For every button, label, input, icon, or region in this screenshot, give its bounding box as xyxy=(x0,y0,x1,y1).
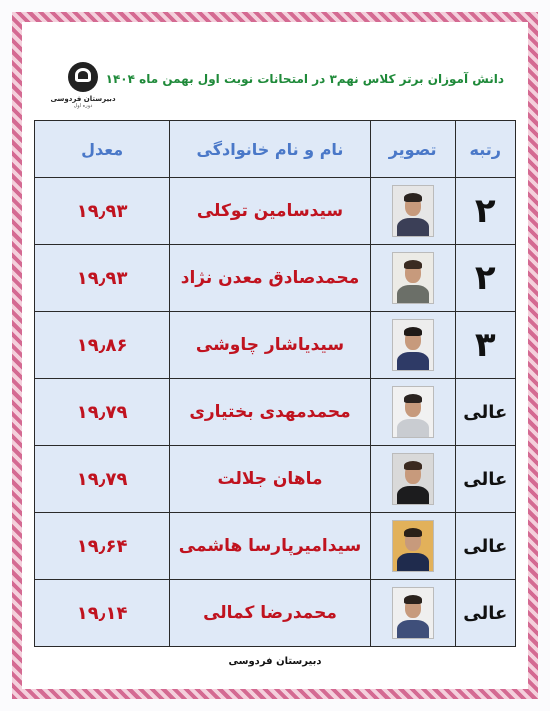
table-row xyxy=(35,446,516,513)
student-photo xyxy=(392,587,434,639)
student-name: ماهان جلالت xyxy=(217,469,323,489)
header-average: معدل xyxy=(35,121,170,178)
photo-shirt xyxy=(397,486,429,505)
rank-cell xyxy=(455,245,515,312)
average-cell xyxy=(35,580,170,647)
photo-shirt xyxy=(397,419,429,438)
rank-cell xyxy=(455,513,515,580)
photo-shirt xyxy=(397,352,429,371)
name-cell xyxy=(170,446,370,513)
student-name: محمدصادق معدن نژاد xyxy=(180,268,360,288)
page-title: دانش آموزان برتر کلاس نهم۳ در امتحانات نوبت اول بهمن ماه ۱۴۰۴ xyxy=(105,72,504,86)
average-cell xyxy=(35,312,170,379)
rank-value: عالی xyxy=(463,468,508,490)
table-row xyxy=(35,379,516,446)
photo-cell xyxy=(370,379,455,446)
student-photo xyxy=(392,252,434,304)
photo-hair xyxy=(404,260,422,269)
name-cell xyxy=(170,379,370,446)
student-average: ۱۹٫۹۳ xyxy=(76,267,128,289)
rank-cell xyxy=(455,312,515,379)
footer-school-name: دبیرستان فردوسی xyxy=(228,656,322,667)
rank-value: عالی xyxy=(463,602,508,624)
photo-shirt xyxy=(397,620,429,639)
header-name: نام و نام خانوادگی xyxy=(170,121,370,178)
photo-shirt xyxy=(397,218,429,237)
photo-hair xyxy=(404,595,422,604)
top-students-table xyxy=(34,120,516,647)
student-name: سیدسامین توکلی xyxy=(196,201,344,221)
table-header-row xyxy=(35,121,516,178)
rank-value: عالی xyxy=(463,401,508,423)
name-cell xyxy=(170,245,370,312)
header-rank: رتبه xyxy=(455,121,515,178)
table-row xyxy=(35,312,516,379)
photo-cell xyxy=(370,312,455,379)
student-photo xyxy=(392,520,434,572)
student-photo xyxy=(392,386,434,438)
rank-value: عالی xyxy=(463,535,508,557)
average-cell xyxy=(35,513,170,580)
table-body xyxy=(35,178,516,647)
average-cell xyxy=(35,245,170,312)
student-photo xyxy=(392,319,434,371)
table-row xyxy=(35,178,516,245)
photo-hair xyxy=(404,528,422,537)
photo-cell xyxy=(370,580,455,647)
name-cell xyxy=(170,178,370,245)
photo-shirt xyxy=(397,553,429,572)
rank-cell xyxy=(455,178,515,245)
average-cell xyxy=(35,178,170,245)
photo-hair xyxy=(404,394,422,403)
rank-value: ۲ xyxy=(474,258,496,298)
page-content xyxy=(34,38,516,674)
name-cell xyxy=(170,312,370,379)
student-average: ۱۹٫۸۶ xyxy=(76,334,128,356)
student-photo xyxy=(392,453,434,505)
rank-cell xyxy=(455,379,515,446)
school-logo xyxy=(50,62,116,114)
name-cell xyxy=(170,513,370,580)
student-average: ۱۹٫۷۹ xyxy=(76,401,128,423)
logo-text: دبیرستان فردوسی xyxy=(50,95,116,103)
logo-emblem-icon xyxy=(68,62,98,92)
header-photo: تصویر xyxy=(370,121,455,178)
photo-hair xyxy=(404,193,422,202)
table-row xyxy=(35,513,516,580)
photo-hair xyxy=(404,327,422,336)
photo-cell xyxy=(370,245,455,312)
student-average: ۱۹٫۹۳ xyxy=(76,200,128,222)
average-cell xyxy=(35,446,170,513)
student-name: سیدامیرپارسا هاشمی xyxy=(178,536,362,556)
name-cell xyxy=(170,580,370,647)
photo-cell xyxy=(370,178,455,245)
photo-cell xyxy=(370,446,455,513)
student-photo xyxy=(392,185,434,237)
student-name: محمدرضا کمالی xyxy=(203,603,337,623)
table-row xyxy=(35,580,516,647)
rank-value: ۲ xyxy=(474,191,496,231)
photo-cell xyxy=(370,513,455,580)
student-average: ۱۹٫۷۹ xyxy=(76,468,128,490)
rank-value: ۳ xyxy=(474,325,496,365)
average-cell xyxy=(35,379,170,446)
student-name: محمدمهدی بختیاری xyxy=(189,402,351,422)
student-name: سیدیاشار چاوشی xyxy=(195,335,345,355)
photo-hair xyxy=(404,461,422,470)
table-row xyxy=(35,245,516,312)
rank-cell xyxy=(455,446,515,513)
student-average: ۱۹٫۱۴ xyxy=(76,602,128,624)
student-average: ۱۹٫۶۴ xyxy=(76,535,128,557)
photo-shirt xyxy=(397,285,429,304)
rank-cell xyxy=(455,580,515,647)
logo-subtext: دوره اول xyxy=(73,103,93,109)
